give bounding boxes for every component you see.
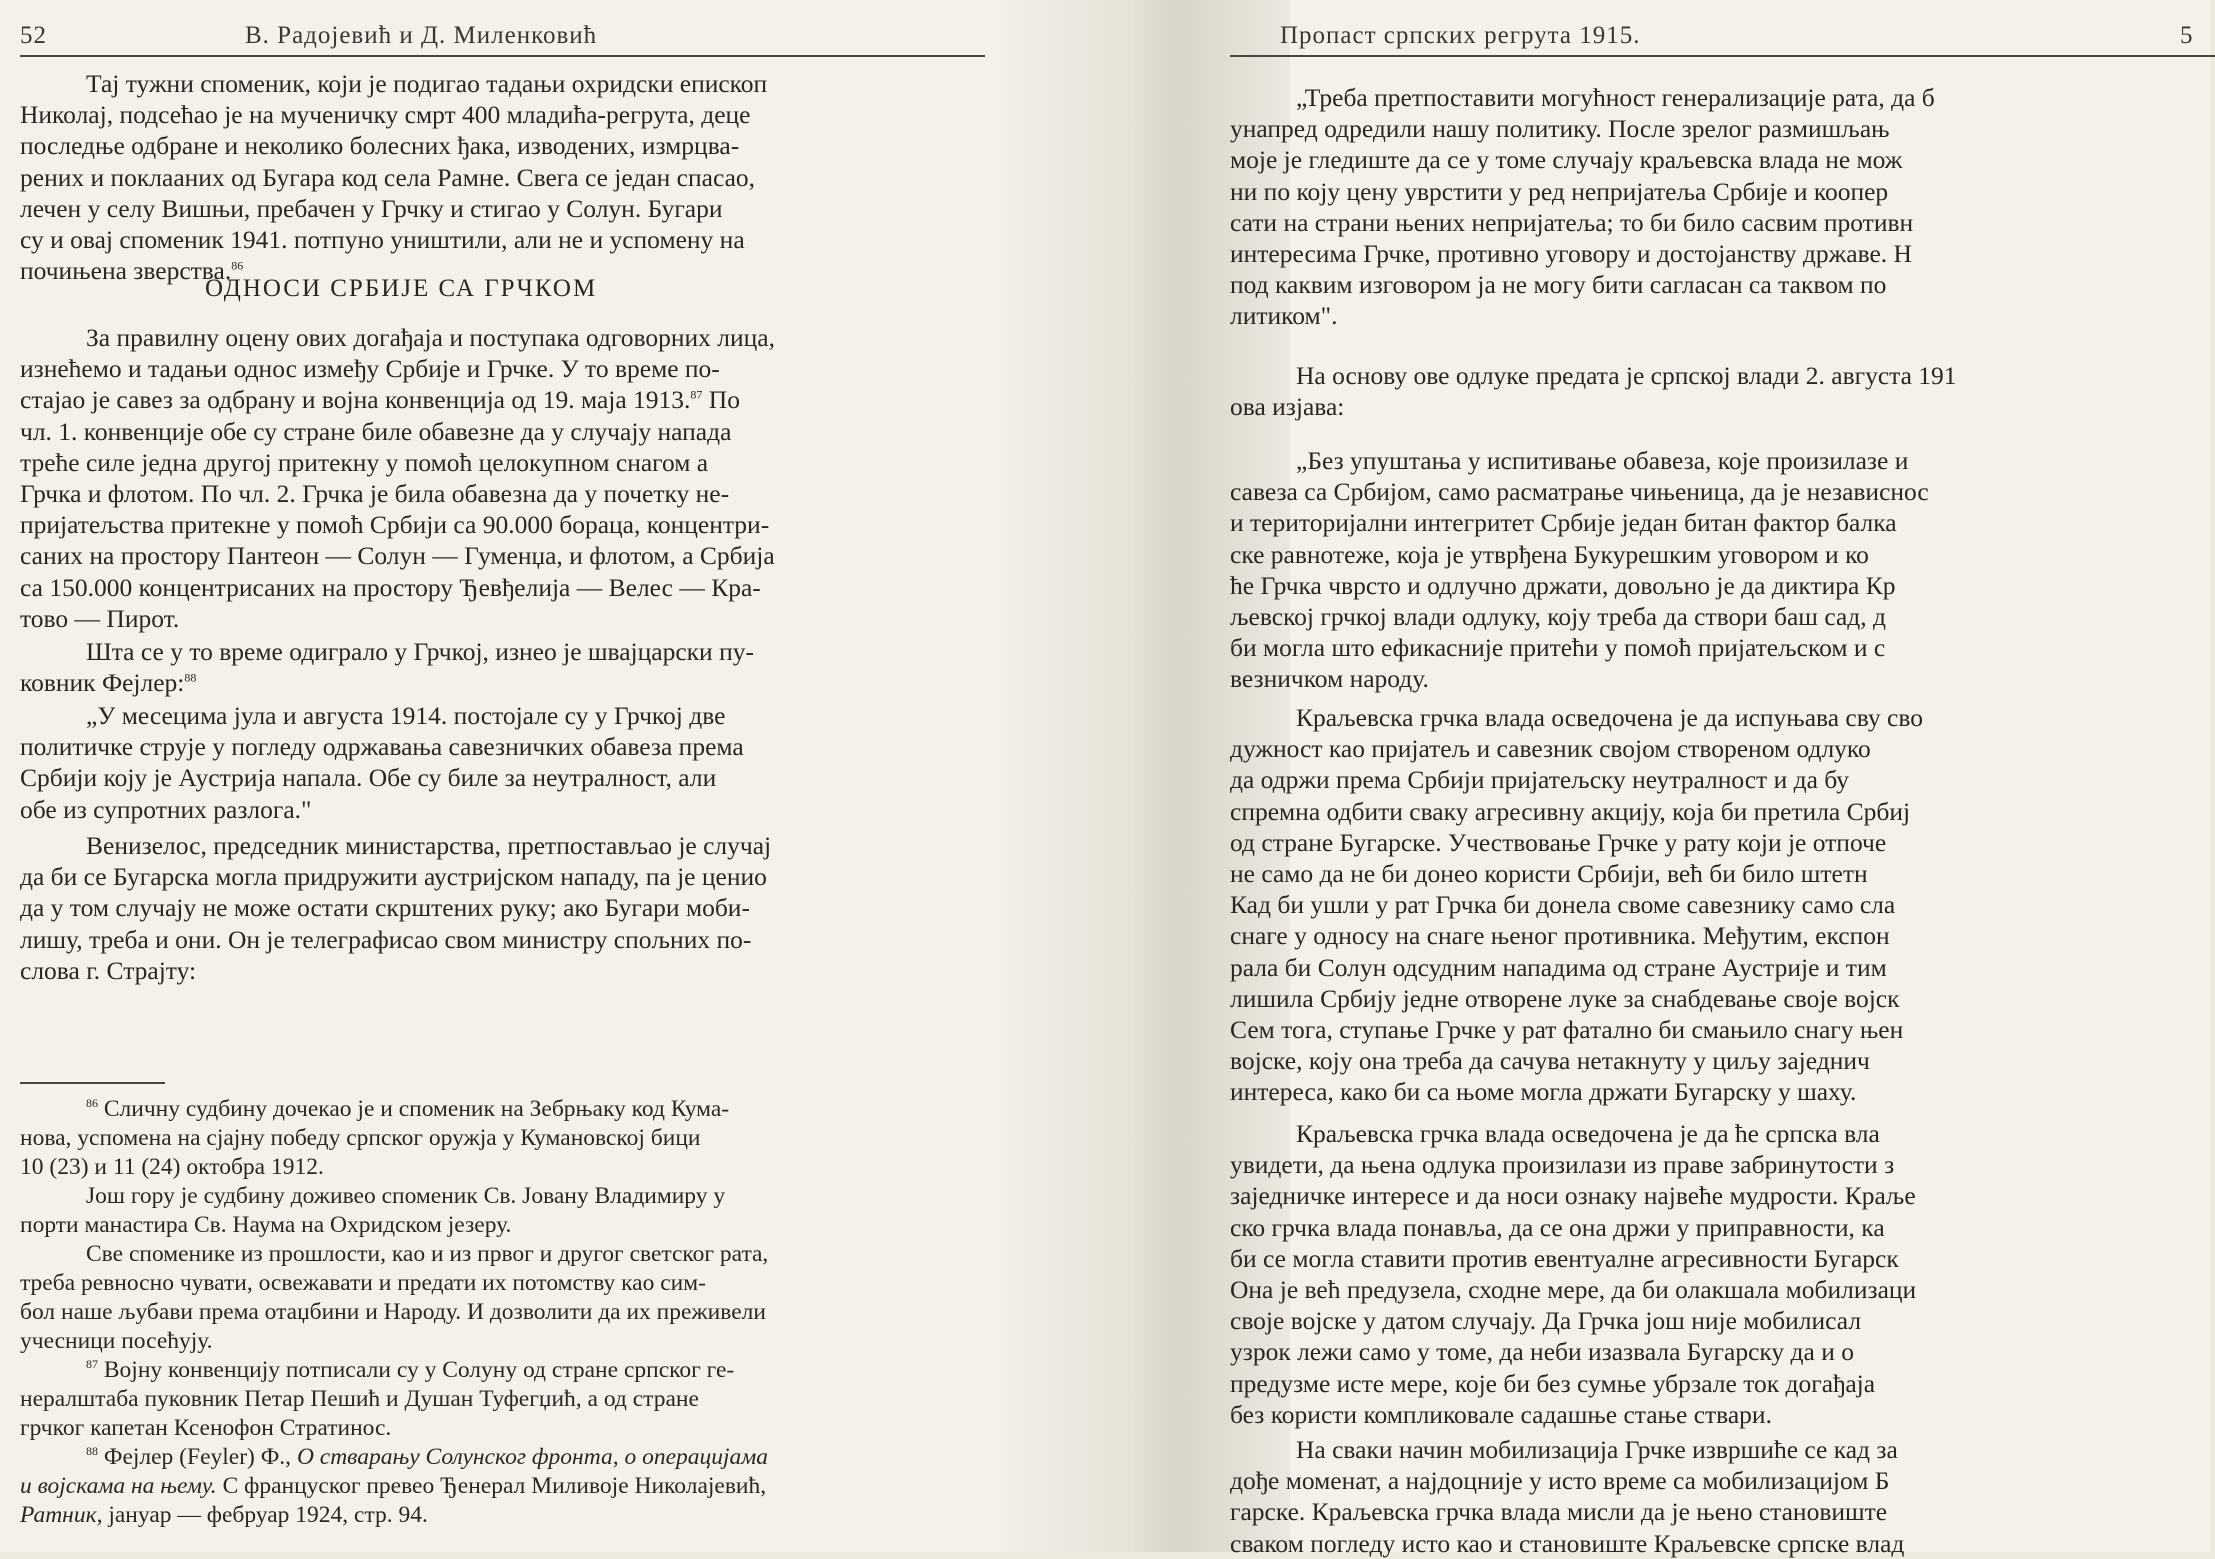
paragraph-feyler: Шта се у то време одиграло у Грчкој, изнео је швајцарски пу- ковник Фејлер:$^{88}$ — [20, 637, 754, 698]
header-rule — [1230, 55, 2215, 57]
footnotes: $^{86}$ Сличну судбину дочекао је и споменик на Зебрњаку код Кума- нова, успомена на сјајну победу српског оружја у Кумановској бици 10 (23) и 11 (24) октобра 1912. Још гору је судбину доживео споменик Св. Јовану Владимиру у порти манастира Св. Наума на Охридском језеру. Све споменике из прошлости, као и из првог и другог светског рата, треба ревносно чувати, освежавати и предати их потомству као сим- бол наше љубави према отаџбини и Народу. И дозволити да их преживели учесници посећују. $^{87}$ Војну конвенцију потписали су у Солуну од стране српског ге- нералштаба пуковник Петар Пешић и Душан Туфегџић, а од стране грчког капетан Ксенофон Стратинос. $^{88}$ Фејлер (Feyler) Ф., О стварању Солунског фронта, о операцијама и војскама на њему. С француског превео Ђенерал Миливоје Николајевић, Ратник, јануар — фебруар 1924, стр. 94. — [20, 1096, 769, 1528]
footnote-rule — [20, 1082, 165, 1084]
left-page — [0, 0, 1000, 1552]
declaration-part-1: „Без упуштања у испитивање обавеза, које произилазе и савеза са Србијом, само расматрање чињеница, да је независнос и територијални интегритет Србије један битан фактор балка ске равнотеже, која је утврђена Букурешким уговором и ко ће Грчка чврсто и одлучно држати, довољно је да диктира Кр љевској грчкој влади одлуку, коју треба да створи баш сад, д би могла што ефикасније притећи у помоћ пријатељском и с везничком народу. — [1230, 446, 1929, 694]
page-number: 5 — [2180, 22, 2194, 49]
running-head: В. Радојевић и Д. Миленковић — [245, 22, 598, 49]
footnote-ref: 86 — [231, 258, 244, 273]
declaration-part-4: На сваки начин мобилизација Грчке извршиће се кад за дође моменат, а најдоцније у исто време са мобилизацијом Б гарске. Краљевска грчка влада мисли да је њено становиште сваком погледу исто као и становиште Краљевске српске влад — [1230, 1435, 1905, 1558]
right-page — [1230, 0, 2210, 1558]
declaration-intro: На основу ове одлуке предата је српској влади 2. августа 191 ова изјава: — [1230, 361, 1957, 422]
section-heading: ОДНОСИ СРБИЈЕ СА ГРЧКОМ — [205, 275, 598, 302]
paragraph-relations: За правилну оцену ових догађаја и поступака одговорних лица, изнећемо и тадањи однос између Србије и Грчке. У то време по- стајао је савез за одбрану и војна конвенција од 19. маја 1913.87 По чл. 1. конвенције обе су стране биле обавезне да у случају напада треће силе једна другој притекну у помоћ целокупном снагом а Грчка и флотом. По чл. 2. Грчка је била обавезна да у почетку не- пријатељства притекне у помоћ Србији са 90.000 бораца, концентри- саних на простору Пантеон — Солун — Гуменџа, и флотом, а Србија са 150.000 концентрисаних на простору Ђевђелија — Велес — Кра- тово — Пирот. — [20, 323, 775, 633]
footnote-ref: 87 — [690, 387, 703, 402]
paragraph-venizelos: Венизелос, председник министарства, претпостављао је случај да би се Бугарска могла придружити аустријском нападу, па је ценио да у том случају не може остати скрштених руку; ако Бугари моби- лишу, треба и они. Он је телеграфисао свом министру спољних по- слова г. Страјту: — [20, 831, 772, 985]
intro-paragraph: Тај тужни споменик, који је подигао тадањи охридски епископ Николај, подсећао је на мученичку смрт 400 младића-регрута, деце последње одбране и неколико болесних ђака, изводених, измрцва- рених и поклааних од Бугара код села Рамне. Свега се један спасао, лечен у селу Вишњи, пребачен у Грчку и стигао у Солун. Бугари су и овај споменик 1941. потпуно уништили, али не и успомену на почињена зверства.$^{86}$ — [20, 69, 768, 286]
footnote-ref: 88 — [184, 670, 197, 685]
declaration-part-3: Краљевска грчка влада осведочена је да ће српска вла увидети, да њена одлука произилази из праве забринутости з заједничке интересе и да носи ознаку највеће мудрости. Краље ско грчка влада понавља, да се она држи у приправности, ка би се могла ставити против евентуалне агресивности Бугарск Она је већ предузела, сходне мере, да би олакшала мобилизаци своје војске у датом случају. Да Грчка још није мобилисал узрок лежи само у томе, да неби изазвала Бугарску да и о предузме исте мере, које би без сумње убрзале ток догађаја без користи компликовале садашње стање ствари. — [1230, 1119, 1917, 1429]
page-number: 52 — [20, 22, 47, 49]
venizelos-telegram: „Треба претпоставити могућност генерализације рата, да б унапред одредили нашу политику. После зрелог размишљањ моје је гледиште да се у томе случају краљевска влада не мож ни по коју цену уврстити у ред непријатеља Србије и коопер сати на страни њених непријатеља; то би било сасвим противн интересима Грчке, противно уговору и достојанству државе. Н под каквим изговором ја не могу бити сагласан са таквом по литиком". — [1230, 83, 1935, 331]
header-rule — [20, 55, 985, 57]
declaration-part-2: Краљевска грчка влада осведочена је да испуњава сву сво дужност као пријатељ и савезник својом створеном одлуко да одржи према Србији пријатељску неутралност и да бу спремна одбити сваку агресивну акцију, која би претила Србиј од стране Бугарске. Учествовање Грчке у рату који је отпоче не само да не би донео користи Србији, већ би било штетн Кад би ушли у рат Грчка би донела своме савезнику само сла снаге у односу на снаге њеног противника. Међутим, експон рала би Солун одсудним нападима од стране Аустрије и тим лишила Србију једне отворене луке за снабдевање своје војск Сем тога, ступање Грчке у рат фатално би смањило снагу њен војске, коју она треба да сачува нетакнуту у циљу заједнич интереса, како би са њоме могла држати Бугарску у шаху. — [1230, 703, 1923, 1107]
running-head: Пропаст српских регрута 1915. — [1280, 22, 1641, 49]
feyler-quote: „У месецима јула и августа 1914. постојале су у Грчкој две политичке струје у погледу одржавања савезничких обавеза према Србији коју је Аустрија напала. Обе су биле за неутралност, али обе из супротних разлога." — [20, 701, 744, 824]
